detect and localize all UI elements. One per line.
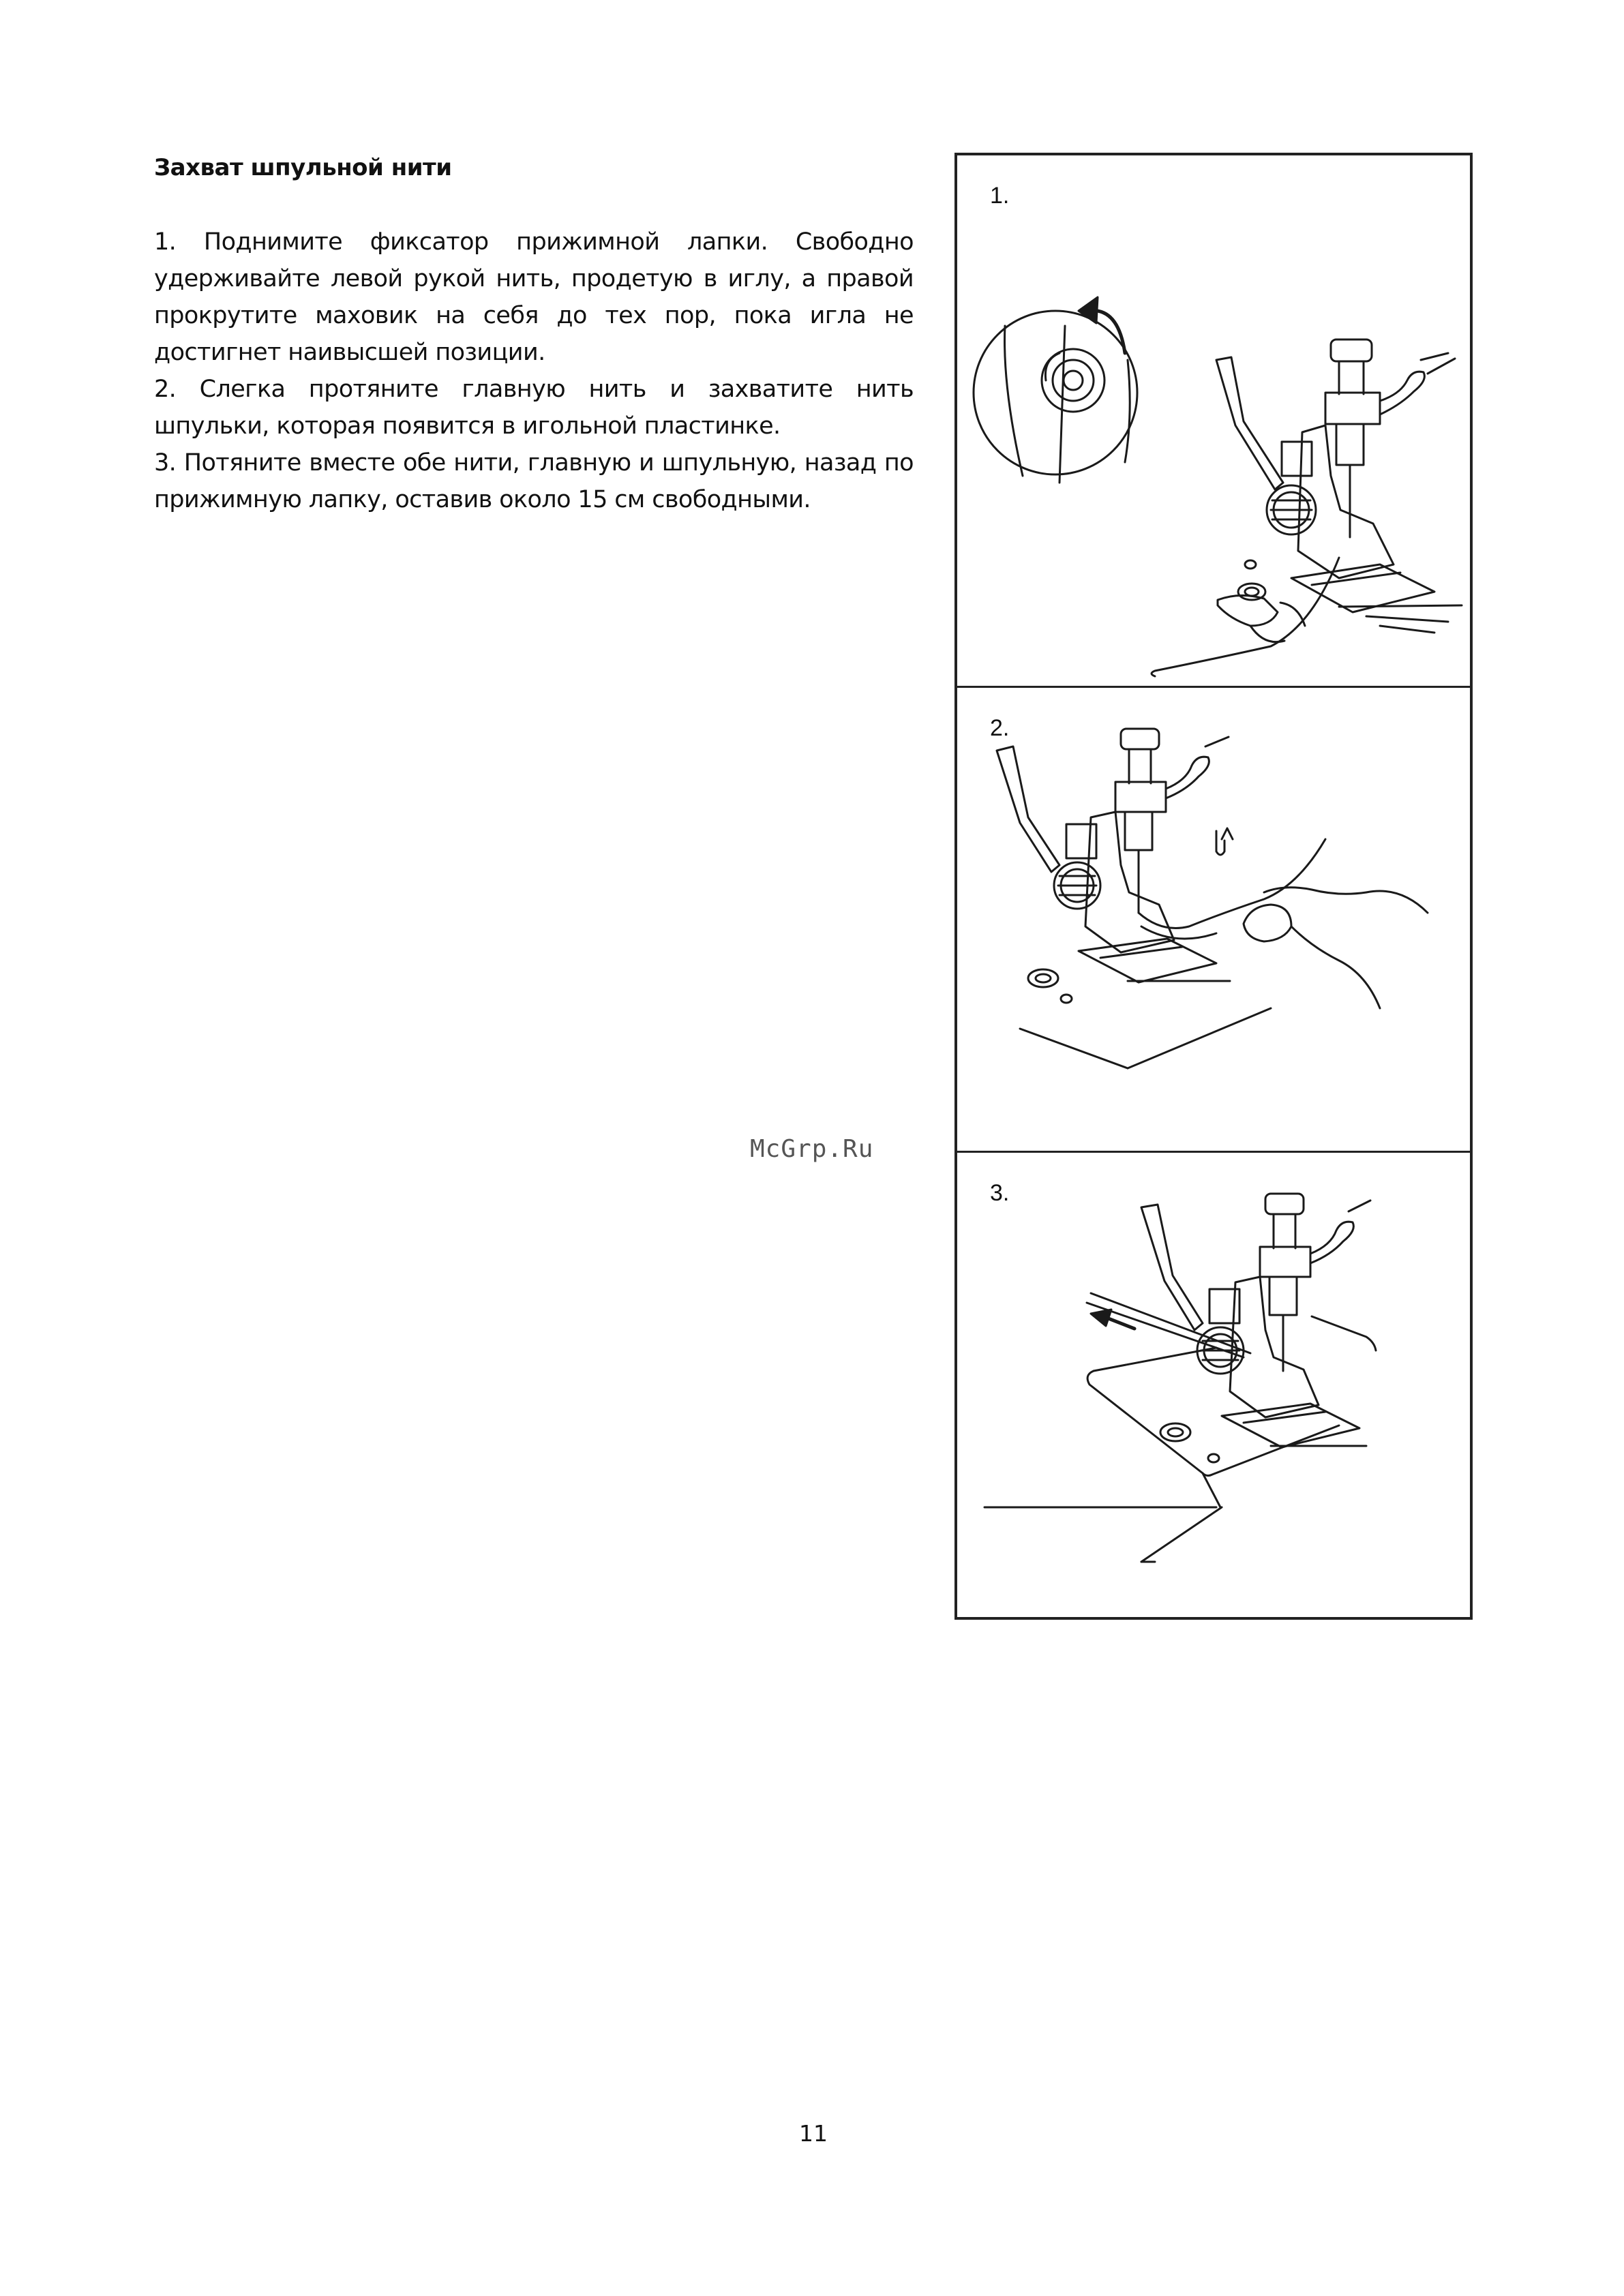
figure-label-3: 3. <box>990 1180 1010 1206</box>
pull-thread-illustration <box>957 688 1470 1153</box>
section-heading: Захват шпульной нити <box>154 154 452 181</box>
step-3-text: 3. Потяните вместе обе нити, главную и шпульную, назад по прижимную лапку, оставив около 15 см свободными. <box>154 449 914 513</box>
page-number: 11 <box>799 2120 828 2147</box>
figure-box <box>954 153 1473 1620</box>
sewing-foot-handwheel-illustration <box>957 155 1470 686</box>
figure-panel-1 <box>957 155 1470 686</box>
figure-panel-2 <box>957 686 1470 1151</box>
figure-label-1: 1. <box>990 183 1010 209</box>
watermark: McGrp.Ru <box>750 1135 874 1163</box>
step-1-text: 1. Поднимите фиксатор прижимной лапки. Свободно удерживайте левой рукой нить, продетую в иглу, а правой прокрутите маховик на себя до тех пор, пока игла не достигнет наивысшей позиции. <box>154 228 914 366</box>
figure-panel-3 <box>957 1151 1470 1620</box>
draw-threads-back-illustration <box>957 1153 1470 1622</box>
figure-label-2: 2. <box>990 715 1010 741</box>
step-2-text: 2. Слегка протяните главную нить и захватите нить шпульки, которая появится в игольной пластинке. <box>154 376 914 440</box>
instruction-text <box>154 224 914 518</box>
